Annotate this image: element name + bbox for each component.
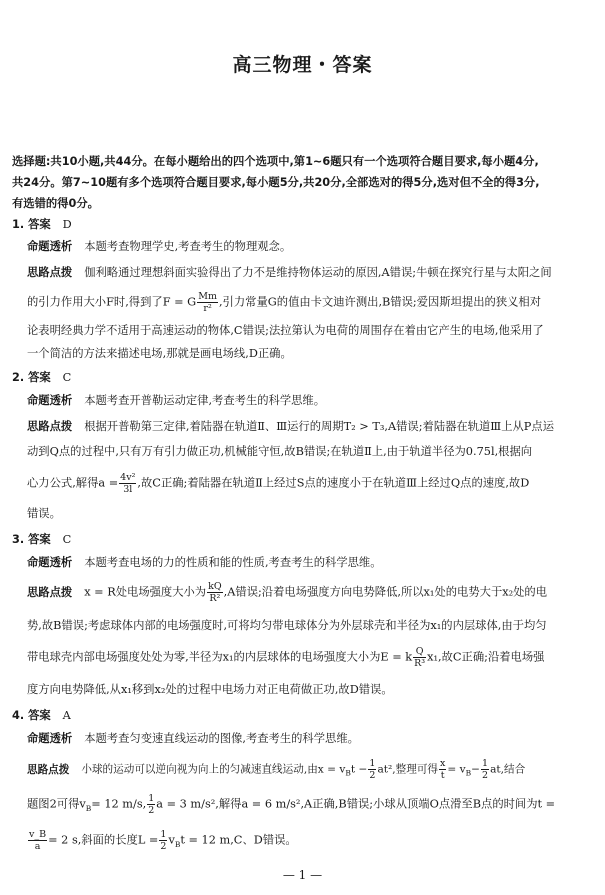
question-1-silu-line-4: 一个简洁的方法来描述电场,那就是画电场线,D正确。: [27, 347, 292, 360]
question-1-silu-line-2: 的引力作用大小F时,得到了F = G $\frac{Mm}{\text{r²}}$ ,引力常量G的值由卡文迪许测出,B错误;爱因斯坦提出的狭义相对: [27, 291, 542, 314]
question-3-silu-line-1: 思路点拨 x = R处电场强度大小为 $\frac{kQ}{\text{R²}}$ ,A错误;沿着电场强度方向电势降低,所以x₁处的电势大于x₂处的电: [27, 581, 548, 604]
intro-line-3: 有选错的得0分。: [12, 197, 99, 210]
silu-label: 思路点拨: [27, 763, 70, 776]
answer-label: 答案: [28, 218, 51, 231]
silu-label: 思路点拨: [27, 585, 73, 599]
silu-label: 思路点拨: [27, 266, 73, 279]
question-3-silu-line-4: 度方向电势降低,从x₁移到x₂处的过程中电场力对正电荷做正功,故D错误。: [27, 683, 393, 696]
question-2-silu-line-1: [27, 418, 554, 434]
question-4-header: [12, 707, 71, 723]
question-number: 1.: [12, 218, 25, 231]
question-1-mingti: [27, 238, 291, 254]
mingti-text: 本题考查电场的力的性质和能的性质,考查考生的科学思维。: [84, 556, 382, 569]
mingti-text: 本题考查物理学史,考查考生的物理观念。: [84, 240, 292, 253]
mingti-text: 本题考查开普勒运动定律,考查考生的科学思维。: [84, 394, 326, 407]
question-3-header: [12, 531, 71, 547]
formula-fraction: $\frac{\text{4v²}}{3l}$: [120, 472, 136, 495]
question-number: 4.: [12, 709, 25, 722]
silu-label: 思路点拨: [27, 420, 73, 433]
question-3-silu-line-3: 带电球壳内部电场强度处处为零,半径为x₁的内层球体的电场强度大小为E = k $\frac{Q}{\text{R³}}$ x₁,故C正确;沿着电场强: [27, 646, 545, 669]
question-2-silu-line-4: 错误。: [27, 507, 61, 520]
question-3-mingti: [27, 554, 382, 570]
question-2-mingti: [27, 392, 325, 408]
answer-value: D: [62, 218, 72, 231]
question-2-silu-line-2: 动到Q点的过程中,只有万有引力做正功,机械能守恒,故B错误;在轨道Ⅱ上,由于轨道半径为0.75l,根据向: [27, 445, 533, 458]
answer-value: C: [62, 533, 72, 546]
question-3-silu-line-2: 势,故B错误;考虑球体内部的电场强度时,可将均匀带电球体分为外层球壳和半径为x₁的内层球体,由于均匀: [27, 619, 547, 632]
formula-fraction: $\frac{x}{t}$: [440, 758, 446, 781]
question-number: 3.: [12, 533, 25, 546]
page-number: — 1 —: [282, 868, 323, 882]
intro-line-2: 共24分。第7~10题有多个选项符合题目要求,每小题5分,共20分,全部选对的得5分,选对但不全的得3分,: [12, 176, 540, 189]
mingti-text: 本题考查匀变速直线运动的图像,考查考生的科学思维。: [84, 732, 359, 745]
formula-fraction: $\frac{1}{2}$: [369, 758, 376, 781]
question-4-silu-line-1: 思路点拨 小球的运动可以逆向视为向上的匀减速直线运动,由$x = v_Bt$ − $\frac{1}{2}$ at²,整理可得 $\frac{x}{t}$ = $v_B-$ $\frac{1}{2}$ at,结合: [27, 758, 526, 781]
question-2-header: [12, 369, 71, 385]
answer-value: A: [62, 709, 71, 722]
formula-fraction: $\frac{1}{2}$: [148, 793, 155, 816]
page-title: 高三物理・答案: [232, 54, 373, 76]
formula-fraction: $\frac{1}{2}$: [482, 758, 489, 781]
question-4-silu-line-2: 题图2可得$v_B= 12$ m/s, $\frac{1}{2}$ a = 3 m/s²,解得a = 6 m/s²,A正确,B错误;小球从顶端O点滑至B点的时间为t =: [27, 793, 556, 816]
question-4-mingti: [27, 730, 359, 746]
formula-fraction: $\frac{Mm}{\text{r²}}$: [198, 291, 217, 314]
answer-label: 答案: [28, 371, 51, 384]
silu-text: 根据开普勒第三定律,着陆器在轨道Ⅱ、Ⅲ运行的周期T₂ > T₃,A错误;着陆器在轨道Ⅲ上从P点运: [84, 420, 554, 433]
question-number: 2.: [12, 371, 25, 384]
mingti-label: 命题透析: [27, 240, 73, 253]
formula-fraction: $\frac{kQ}{\text{R²}}$: [208, 581, 222, 604]
mingti-label: 命题透析: [27, 556, 73, 569]
formula-fraction: $\frac{Q}{\text{R³}}$: [414, 646, 426, 669]
answer-value: C: [62, 371, 72, 384]
formula-fraction: $\frac{1}{2}$: [160, 829, 167, 852]
question-1-header: [12, 216, 72, 232]
mingti-label: 命题透析: [27, 732, 73, 745]
question-2-silu-line-3: 心力公式,解得a = $\frac{\text{4v²}}{3l}$ ,故C正确;着陆器在轨道Ⅱ上经过S点的速度小于在轨道Ⅲ上经过Q点的速度,故D: [27, 472, 530, 495]
silu-text: 伽利略通过理想斜面实验得出了力不是维持物体运动的原因,A错误;牛顿在探究行星与太阳之间: [84, 266, 552, 279]
question-1-silu-line-1: [27, 264, 552, 280]
intro-line-1: 选择题:共10小题,共44分。在每小题给出的四个选项中,第1~6题只有一个选项符合题目要求,每小题4分,: [12, 155, 539, 168]
question-1-silu-line-3: 论表明经典力学不适用于高速运动的物体,C错误;法拉第认为电荷的周围存在着由它产生的电场,他采用了: [27, 324, 544, 337]
formula-fraction: $\frac{v\_B}{a}$: [29, 829, 47, 852]
answer-label: 答案: [28, 709, 51, 722]
mingti-label: 命题透析: [27, 394, 73, 407]
answer-label: 答案: [28, 533, 51, 546]
question-4-silu-line-3: $\frac{v\_B}{a}$ = 2 s,斜面的长度L = $\frac{1}{2}$ $v_Bt = 12$ m,C、D错误。: [29, 829, 297, 852]
